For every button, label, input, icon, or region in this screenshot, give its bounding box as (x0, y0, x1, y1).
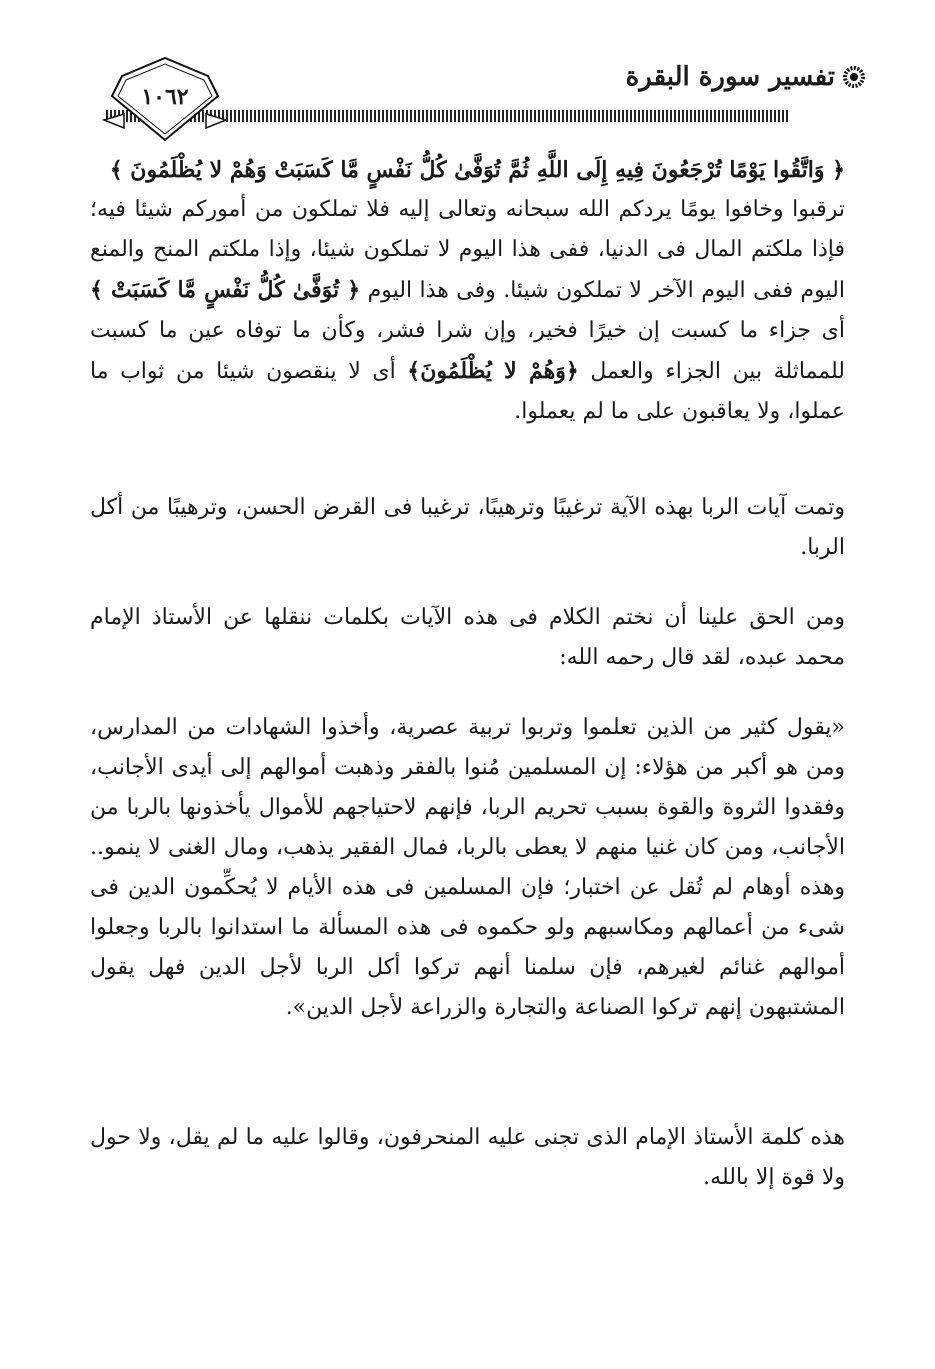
verse-heading (90, 150, 845, 190)
quran-verse: ﴿ وَاتَّقُوا يَوْمًا تُرْجَعُونَ فِيهِ إِلَى اللَّهِ ثُمَّ تُوَفَّىٰ كُلُّ نَفْسٍ مَّا كَسَبَتْ وَهُمْ لا يُظْلَمُونَ ﴾ (109, 157, 845, 183)
paragraph-2: وتمت آيات الربا بهذه الآية ترغيبًا وترهيبًا، ترغيبا فى القرض الحسن، وترهيبًا من أكل الربا. (90, 495, 845, 560)
page-number: ١٠٦٢ (141, 84, 189, 110)
para1-text-c: أى لا ينقصون شيئا من ثواب ما عملوا، ولا يعاقبون على ما لم يعملوا. (90, 359, 845, 424)
abduh-quote-block (90, 708, 845, 1028)
paragraph-2-block (90, 488, 845, 568)
closing-paragraph-block (90, 1118, 845, 1198)
paragraph-4: «يقول كثير من الذين تعلموا وتربوا تربية عصرية، وأخذوا الشهادات من المدارس، ومن هو أكبر من هؤلاء: إن المسلمين مُنوا بالفقر وذهبت أموالهم إلى أيدى الأجانب، وفقدوا الثروة والقوة بسبب تحريم الربا، فإنهم لاحتياجهم للأموال يأخذونها بالربا من الأجانب، ومن كان غنيا منهم لا يعطى بالربا، فمال الفقير يذهب، ومال الغنى لا ينمو.. وهذه أوهام لم تُقل عن اختبار؛ فإن المسلمين فى هذه الأيام لا يُحكِّمون الدين فى شىء من أعمالهم ومكاسبهم ولو حكموه فى هذه المسألة ما استدانوا بالربا وجعلوا أموالهم غنائم لغيرهم، فإن سلمنا أنهم تركوا أكل الربا لأجل الدين فهل يقول المشتبهون إنهم تركوا الصناعة والتجارة والزراعة لأجل الدين». (90, 715, 845, 1020)
running-title: تفسير سورة البقرة (625, 62, 835, 92)
commentary-paragraph (90, 190, 845, 432)
paragraph-3-block (90, 598, 845, 678)
quran-quote-2: ﴿وَهُمْ لا يُظْلَمُونَ﴾ (407, 358, 579, 384)
para1-text-a: ترقبوا وخافوا يومًا يردكم الله سبحانه وتعالى إليه فلا تملكون من أموركم شيئا فيه؛ فإذا ملكتم المال فى الدنيا، ففى هذا اليوم لا تملكون شيئا، وإذا ملكتم المنح والمنع اليوم ففى اليوم الآخر لا تملكون شيئا. وفى هذا اليوم (90, 197, 845, 303)
page-header (0, 0, 935, 140)
paragraph-1 (90, 190, 845, 432)
paragraph-3: ومن الحق علينا أن نختم الكلام فى هذه الآيات بكلمات ننقلها عن الأستاذ الإمام محمد عبده، لقد قال رحمه الله: (90, 605, 845, 670)
quran-quote-1: ﴿ تُوَفَّىٰ كُلُّ نَفْسٍ مَّا كَسَبَتْ ﴾ (90, 277, 361, 303)
rosette-ornament-icon (843, 66, 865, 88)
paragraph-5: هذه كلمة الأستاذ الإمام الذى تجنى عليه المنحرفون، وقالوا عليه ما لم يقل، ولا حول ولا قوة إلا بالله. (90, 1125, 845, 1190)
para1-text-b: أى جزاء ما كسبت إن خيرًا فخير، وإن شرا فشر، وكأن ما توفاه عين ما كسبت للمماثلة بين الجزاء والعمل (90, 318, 845, 384)
